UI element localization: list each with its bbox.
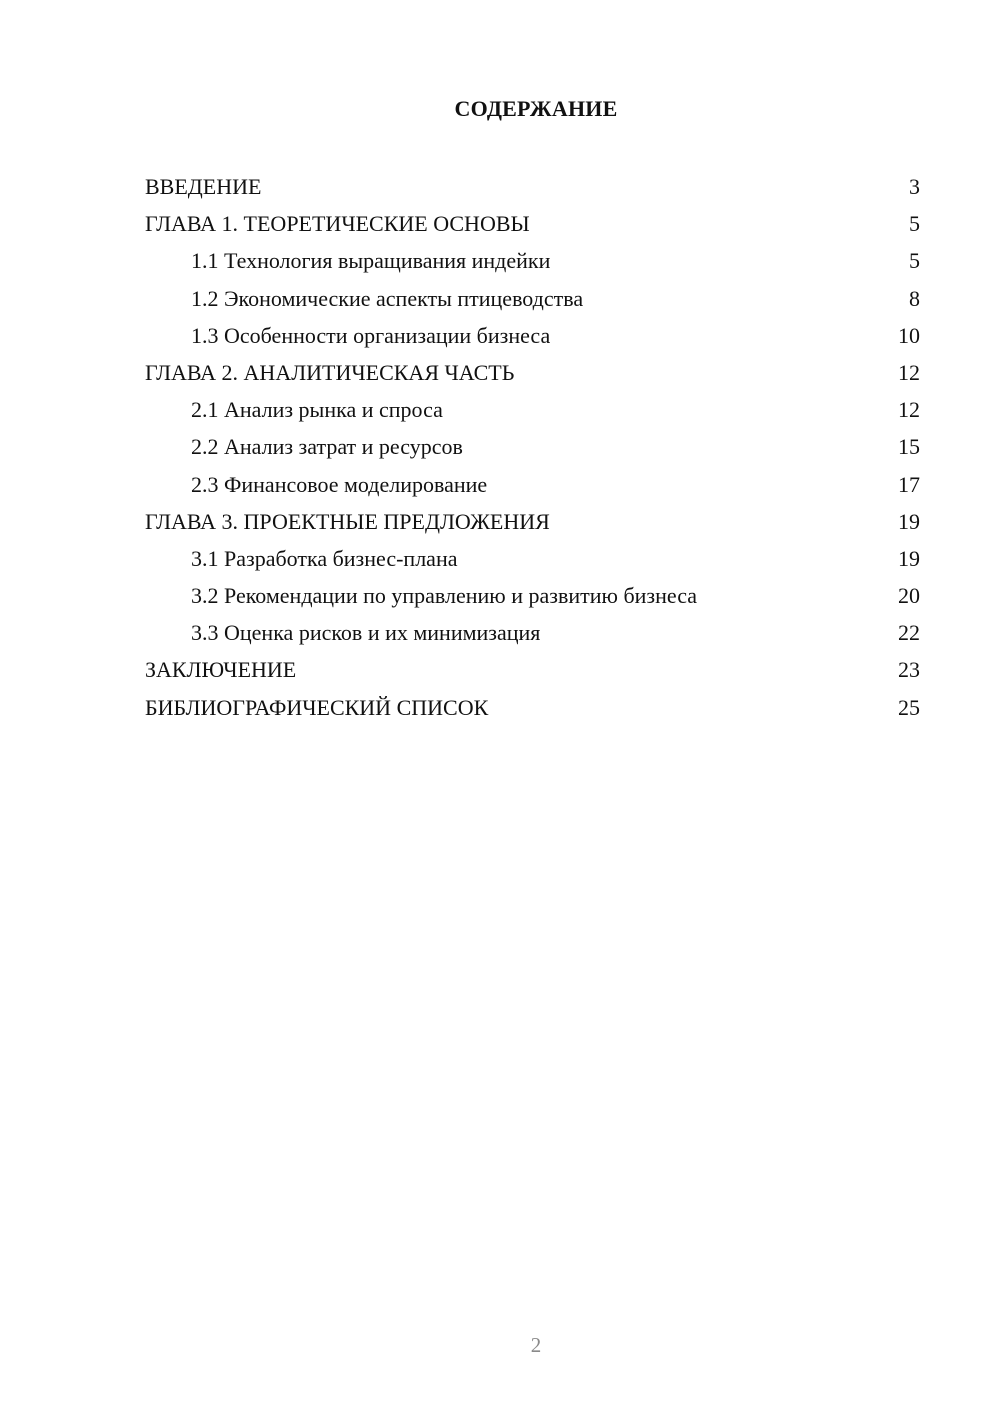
toc-entry-page: 17: [898, 471, 920, 497]
table-of-contents: [145, 168, 920, 726]
toc-entry-section-2-2: [145, 428, 920, 465]
toc-entry-conclusion: [145, 651, 920, 688]
toc-entry-page: 12: [898, 359, 920, 385]
toc-entry-section-3-2: [145, 577, 920, 614]
toc-entry-page: 8: [909, 285, 920, 311]
toc-entry-label: ГЛАВА 1. ТЕОРЕТИЧЕСКИЕ ОСНОВЫ: [145, 211, 530, 237]
toc-entry-page: 23: [898, 657, 920, 683]
toc-entry-page: 5: [909, 211, 920, 237]
toc-entry-label: 2.2 Анализ затрат и ресурсов: [191, 434, 463, 460]
toc-entry-page: 12: [898, 397, 920, 423]
toc-entry-section-1-2: [145, 280, 920, 317]
toc-entry-page: 19: [898, 508, 920, 534]
toc-entry-chapter-1: [145, 205, 920, 242]
toc-entry-page: 15: [898, 434, 920, 460]
toc-entry-section-1-1: [145, 242, 920, 279]
toc-entry-label: 1.2 Экономические аспекты птицеводства: [191, 285, 584, 311]
toc-entry-label: 1.1 Технология выращивания индейки: [191, 248, 551, 274]
toc-entry-chapter-3: [145, 503, 920, 540]
toc-entry-label: 3.2 Рекомендации по управлению и развитию бизнеса: [191, 583, 697, 609]
toc-entry-chapter-2: [145, 354, 920, 391]
toc-entry-section-2-3: [145, 466, 920, 503]
toc-entry-label: ЗАКЛЮЧЕНИЕ: [145, 657, 297, 683]
toc-entry-section-3-1: [145, 540, 920, 577]
toc-entry-label: БИБЛИОГРАФИЧЕСКИЙ СПИСОК: [145, 694, 489, 720]
toc-entry-introduction: [145, 168, 920, 205]
toc-entry-label: 3.3 Оценка рисков и их минимизация: [191, 620, 541, 646]
page-number: 2: [530, 1333, 542, 1357]
toc-entry-page: 20: [898, 583, 920, 609]
toc-entry-page: 22: [898, 620, 920, 646]
toc-entry-section-1-3: [145, 317, 920, 354]
toc-entry-page: 3: [909, 174, 920, 199]
toc-entry-label: 2.3 Финансовое моделирование: [191, 471, 488, 497]
toc-entry-page: 10: [898, 322, 920, 348]
toc-entry-label: ГЛАВА 2. АНАЛИТИЧЕСКАЯ ЧАСТЬ: [145, 359, 515, 385]
toc-entry-label: 1.3 Особенности организации бизнеса: [191, 322, 551, 348]
toc-entry-label: ВВЕДЕНИЕ: [145, 174, 262, 199]
toc-entry-bibliography: [145, 689, 920, 726]
toc-entry-page: 5: [909, 248, 920, 274]
toc-entry-section-3-3: [145, 614, 920, 651]
toc-entry-label: 2.1 Анализ рынка и спроса: [191, 397, 443, 423]
toc-entry-page: 19: [898, 545, 920, 571]
toc-entry-page: 25: [898, 694, 920, 720]
page-title: СОДЕРЖАНИЕ: [454, 96, 618, 121]
toc-entry-section-2-1: [145, 391, 920, 428]
toc-entry-label: ГЛАВА 3. ПРОЕКТНЫЕ ПРЕДЛОЖЕНИЯ: [145, 508, 550, 534]
toc-entry-label: 3.1 Разработка бизнес-плана: [191, 545, 458, 571]
